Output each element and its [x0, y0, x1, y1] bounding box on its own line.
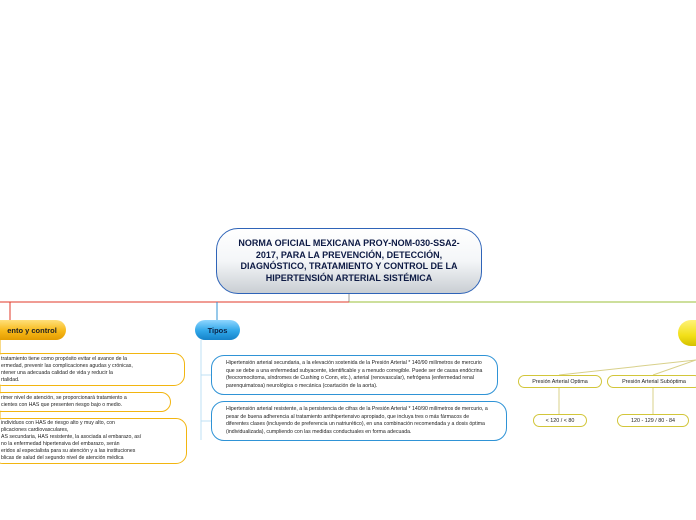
central-topic-label: NORMA OFICIAL MEXICANA PROY-NOM-030-SSA2-2017, PARA LA PREVENCIÓN, DETECCIÓN, DIAGNÓSTICO, TRATAMIENTO Y CONTROL DE LA HIPERTENSIÓN ARTERIAL SISTÉMICA [238, 238, 460, 283]
presion-optima-node[interactable] [518, 375, 602, 388]
node-label: Presión Arterial Subóptima [622, 378, 686, 385]
presion-suboptima-node[interactable] [607, 375, 696, 388]
node-label: Presión Arterial Optima [532, 378, 588, 385]
presion-optima-value[interactable] [533, 414, 587, 427]
branch-label: ento y control [7, 325, 57, 335]
node-text: Hipertensión arterial resistente, a la persistencia de cifras de la Presión Arterial * 140/90 milímetros de mercurio, a pesar de buena adherencia al tratamiento antihipertensivo apropiado, que incluya tres o más fármacos de diferentes clases (incluyendo de preferencia un natriurético), en una combinación recomendada y a dosis óptima (individualizada), cumpliendo con las medidas conductuales en forma adecuada. [226, 406, 488, 435]
node-text: tratamiento tiene como propósito evitar el avance de la ermedad, prevenir las complicaciones agudas y crónicas, ntener una adecuada calidad de vida y reducir la rtalidad. [1, 355, 133, 383]
node-text: rimer nivel de atención, se proporcionará tratamiento a cientes con HAS que presenten riesgo bajo o medio. [1, 395, 127, 408]
tipos-node-resistente[interactable] [211, 401, 507, 441]
branch-tipos[interactable] [195, 320, 240, 340]
central-topic[interactable] [216, 228, 482, 294]
tipos-node-secundaria[interactable] [211, 355, 498, 395]
tratamiento-node-3[interactable] [0, 418, 187, 464]
node-value: 120 - 129 / 80 - 84 [630, 417, 676, 424]
node-text: individuos con HAS de riesgo alto y muy alto, con plicaciones cardiovasculares, AS secundaria, HAS resistente, la asociada al embarazo, así no la enfermedad hipertensiva del embarazo, serán eridos al especialista para su atención y a las instituciones blicas de salud del segundo nivel de atención médica [1, 420, 142, 461]
branch-label: Tipos [207, 325, 228, 335]
node-value: < 120 / < 80 [545, 417, 575, 424]
tratamiento-node-2[interactable] [0, 392, 171, 412]
tratamiento-node-1[interactable] [0, 353, 185, 386]
branch-tratamiento-control[interactable] [0, 320, 66, 340]
node-text: Hipertensión arterial secundaria, a la elevación sostenida de la Presión Arterial * 140/90 milímetros de mercurio que se debe a una enfermedad subyacente, identificable y a menudo corregible. Puede ser de causa endócrina (feocromocitoma, síndromes de Cushing o Conn, etc.), arterial (renovascular), nefrógena (enfermedad renal parenquimatosa) neurológica o mecánica (coartación de la aorta). [226, 360, 483, 389]
presion-suboptima-value[interactable] [617, 414, 689, 427]
